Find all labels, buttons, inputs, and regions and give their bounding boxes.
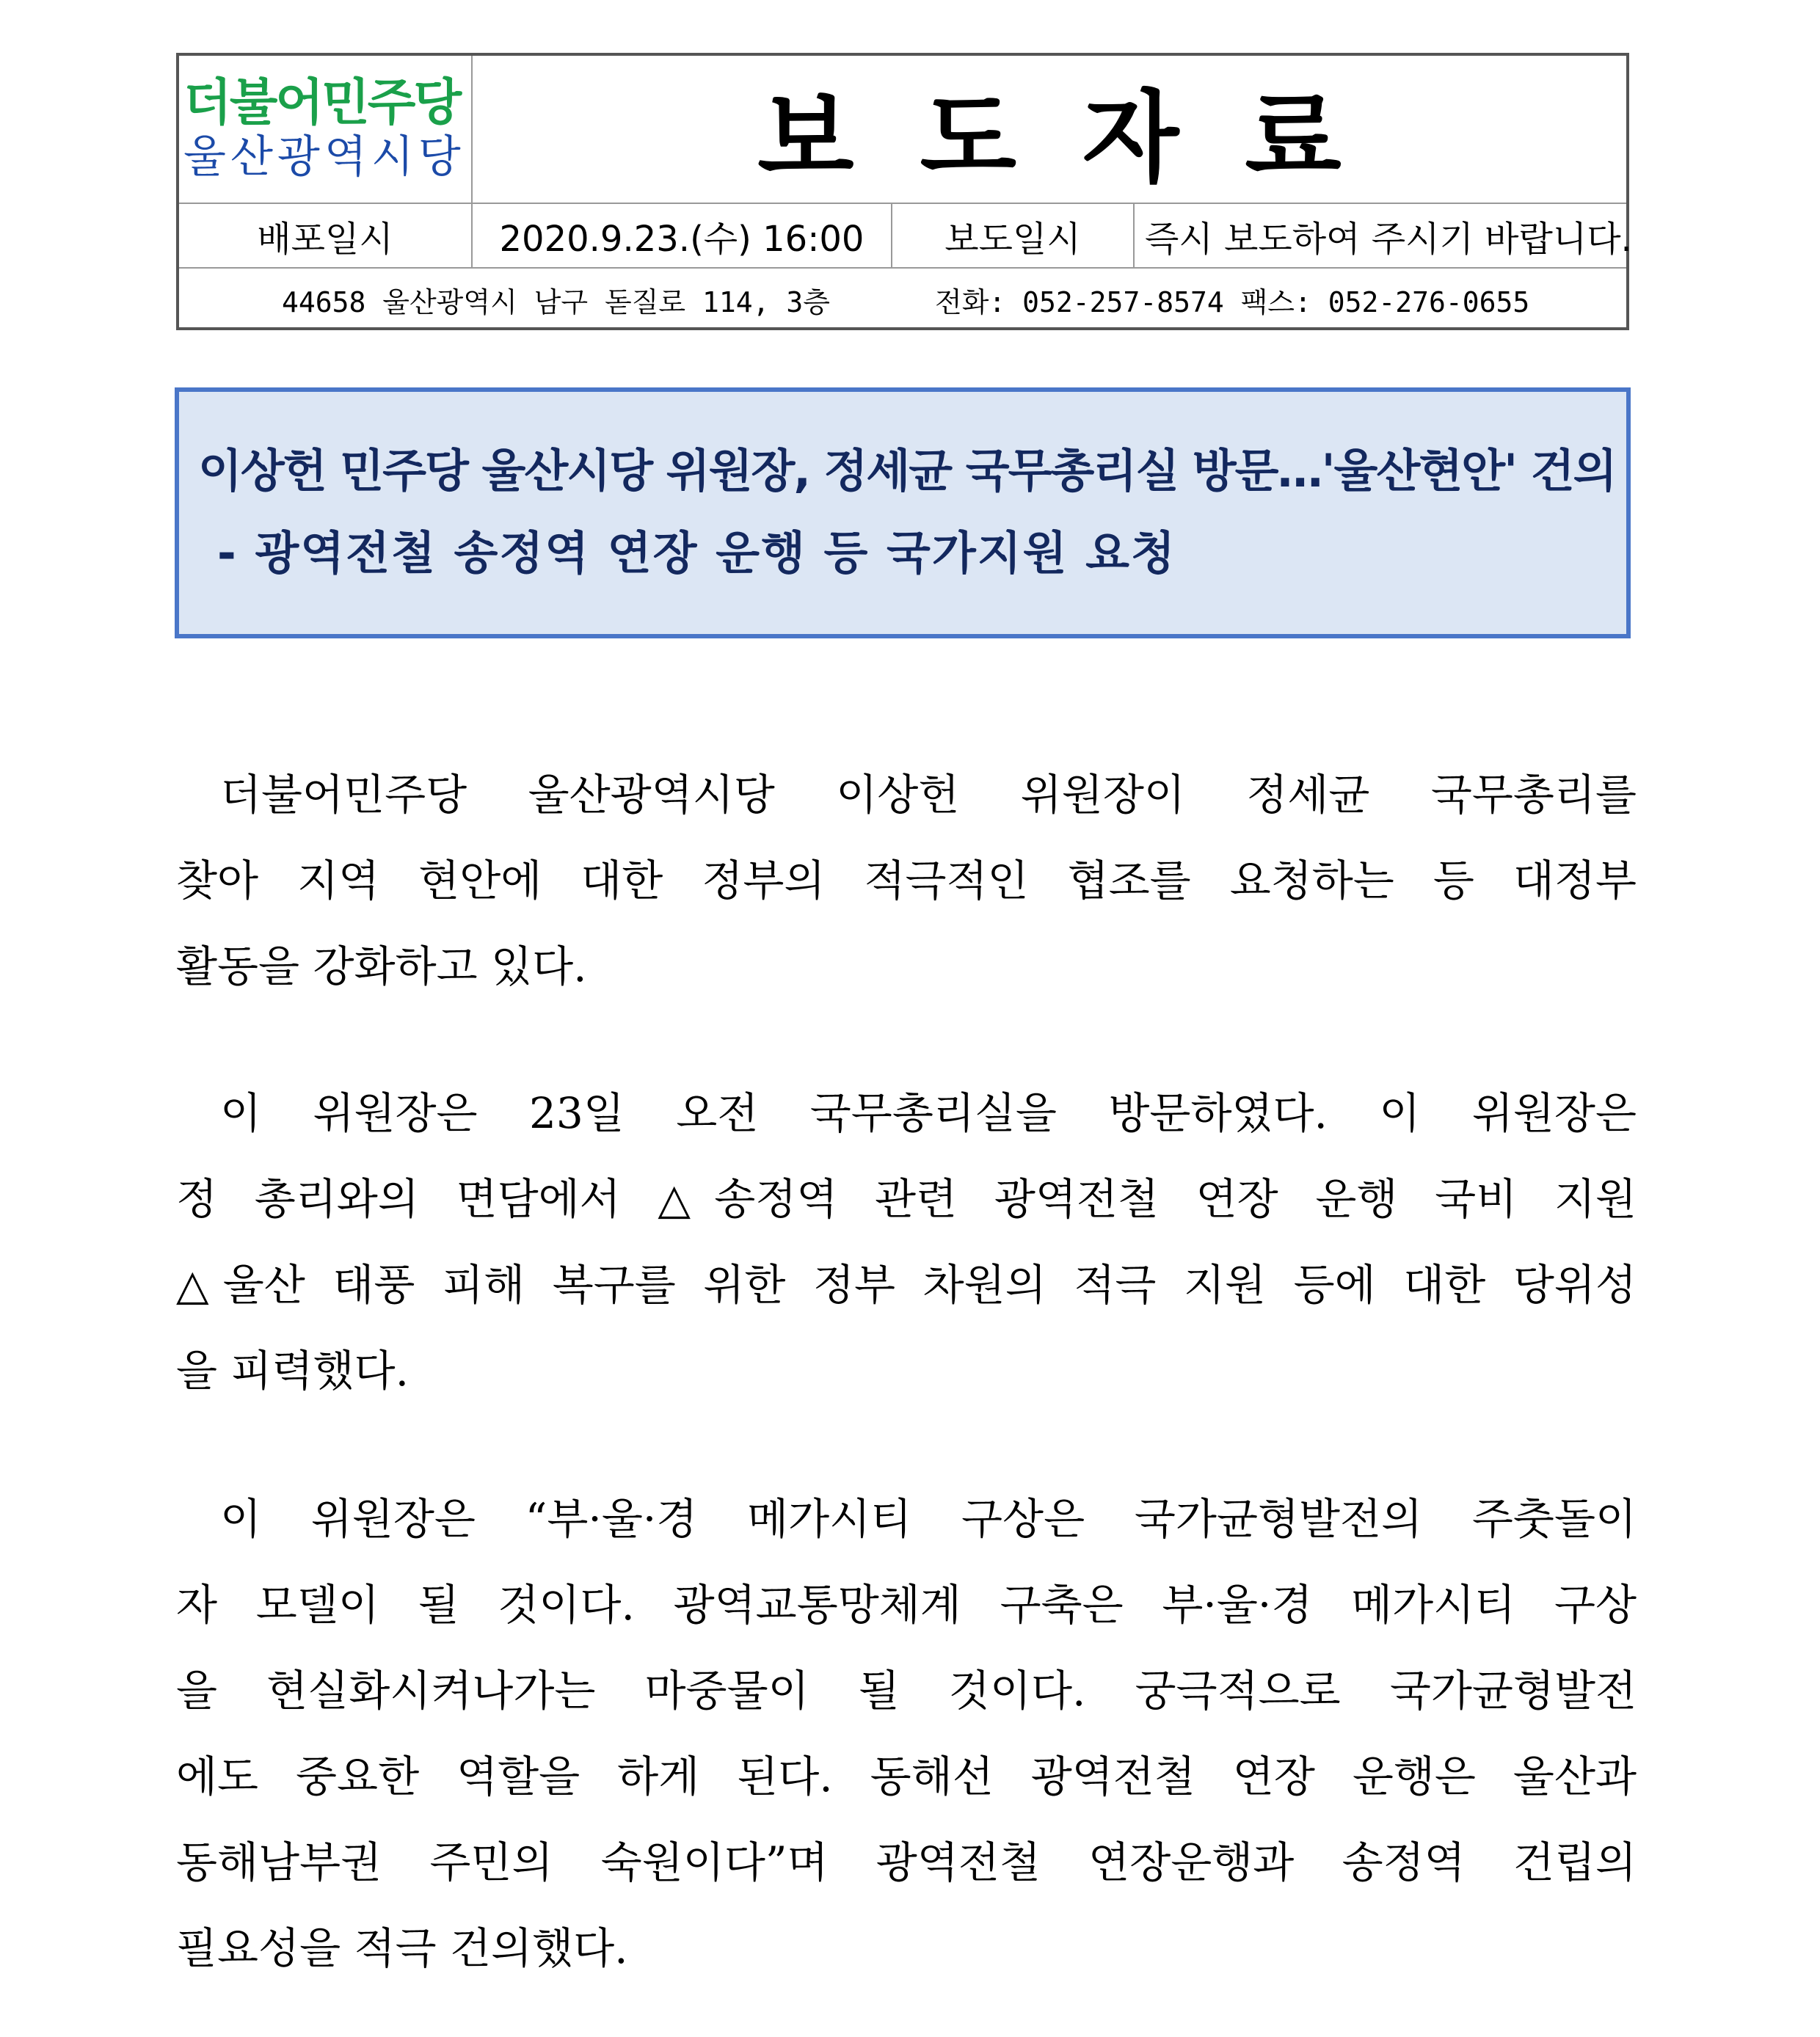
body-line: 찾아 지역 현안에 대한 정부의 적극적인 협조를 요청하는 등 대정부	[176, 856, 1637, 905]
release-date-value: 2020.9.23.(수) 16:00	[473, 204, 892, 267]
report-date-value: 즉시 보도하여 주시기 바랍니다.	[1145, 218, 1632, 260]
body-line: 필요성을 적극 건의했다.	[176, 1923, 628, 1973]
body-line: △울산 태풍 피해 복구를 위한 정부 차원의 적극 지원 등에 대한 당위성	[176, 1260, 1637, 1310]
body-line: 정 총리와의 면담에서 △송정역 관련 광역전철 연장 운행 국비 지원	[176, 1174, 1637, 1224]
body-line: 자 모델이 될 것이다. 광역교통망체계 구축은 부·울·경 메가시티 구상	[176, 1580, 1637, 1630]
document-title: 보도자료	[757, 81, 1408, 197]
headline-sub: - 광역전철 송정역 연장 운행 등 국가지원 요청	[217, 526, 1176, 580]
body-line: 더불어민주당 울산광역시당 이상헌 위원장이 정세균 국무총리를	[220, 770, 1637, 820]
body-line: 이 위원장은 “부·울·경 메가시티 구상은 국가균형발전의 주춧돌이	[220, 1494, 1637, 1544]
body-line: 이 위원장은 23일 오전 국무총리실을 방문하였다. 이 위원장은	[220, 1088, 1637, 1138]
release-date-label: 배포일시	[179, 204, 473, 267]
body-paragraph-1	[176, 752, 1637, 1010]
party-logo-branch: 울산광역시당	[183, 131, 465, 183]
office-address: 44658 울산광역시 남구 돋질로 114, 3층	[282, 285, 830, 318]
body-paragraph-3	[176, 1476, 1637, 1992]
report-date-label: 보도일시	[892, 204, 1135, 267]
headline-box	[175, 387, 1631, 638]
body-line: 을 현실화시켜나가는 마중물이 될 것이다. 궁극적으로 국가균형발전	[176, 1666, 1637, 1716]
body-line: 을 피력했다.	[176, 1346, 410, 1396]
header-date-row	[179, 204, 1632, 269]
body-line: 동해남부권 주민의 숙원이다”며 광역전철 연장운행과 송정역 건립의	[176, 1837, 1637, 1887]
party-logo-name: 더불어민주당	[183, 74, 460, 132]
office-contact: 전화: 052-257-8574 팩스: 052-276-0655	[935, 285, 1530, 318]
headline-main: 이상헌 민주당 울산시당 위원장, 정세균 국무총리실 방문…'울산현안' 건의	[198, 444, 1616, 498]
body-line: 에도 중요한 역할을 하게 된다. 동해선 광역전철 연장 운행은 울산과	[176, 1752, 1637, 1801]
header-top-row	[179, 56, 1626, 204]
press-release-header	[176, 53, 1632, 330]
body-line: 활동을 강화하고 있다.	[176, 941, 587, 991]
header-contact-row	[179, 269, 1626, 330]
title-cell	[473, 56, 1626, 203]
body-paragraph-2	[176, 1071, 1637, 1414]
party-logo	[179, 56, 473, 203]
